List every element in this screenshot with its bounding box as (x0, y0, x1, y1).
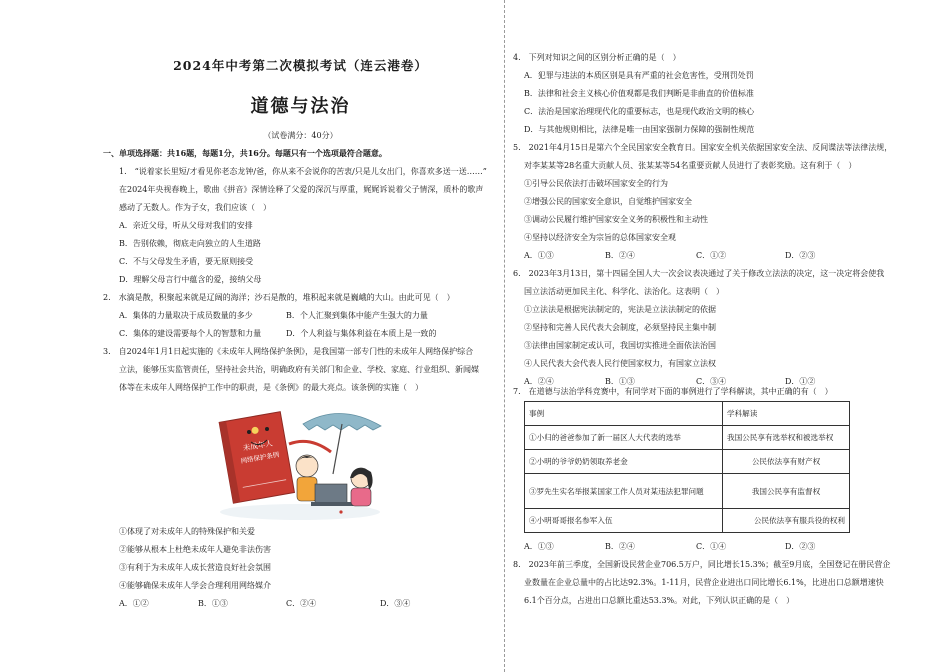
q3-stem-line: 立法，能够压实监管责任，坚持社会共治，明确政府有关部门和企业、学校、家庭、行业组织、新闻媒 (119, 365, 479, 374)
table-cell: ④小明哥哥报名参军入伍 (525, 509, 723, 533)
q6-statement: ④人民代表大会代表人民行使国家权力，有国家立法权 (524, 359, 716, 368)
q5-option: D．②③ (785, 251, 816, 260)
table-row (525, 474, 850, 509)
q6-option: A．②④ (524, 377, 554, 386)
q6-option: D．①② (785, 377, 816, 386)
q7-stem: 7. 在道德与法治学科竞赛中，有同学对下面的事例进行了学科解读，其中正确的有（ ） (513, 387, 833, 396)
q8-stem-line: 6.1个百分点，占进出口总额比重达53.3%。对此，下列认识正确的是（ ） (524, 596, 795, 605)
subject-title: 道德与法治 (250, 96, 351, 117)
q3-illustration (215, 404, 385, 522)
q3-stem-line: 3. 自2024年1月1日起实施的《未成年人网络保护条例》，是我国第一部专门性的未成年人网络保护综合 (103, 347, 474, 356)
table-cell: ③罗先生实名举报某国家工作人员对某违法犯罪问题 (525, 474, 723, 509)
q8-stem-line: 业数量在企业总量中的占比达92.3%。1-11月，民营企业进出口同比增长6.1%，比进出口总额增速快 (524, 578, 884, 587)
table-cell: 我国公民享有选举权和被选举权 (723, 426, 850, 450)
q4-stem: 4. 下列对知识之间的区别分析正确的是（ ） (513, 53, 681, 62)
exam-title: 2024年中考第二次模拟考试（连云港卷） (173, 58, 428, 73)
q7-option: D．②③ (785, 542, 816, 551)
q5-statement: ③调动公民履行维护国家安全义务的积极性和主动性 (524, 215, 708, 224)
q5-statement: ④坚持以经济安全为宗旨的总体国家安全观 (524, 233, 676, 242)
q1-stem-line: 在2024年央视春晚上，歌曲《拼音》深情诠释了父爱的深沉与厚重，娓娓诉说着父子情深，质朴的歌声 (119, 185, 484, 194)
book-title-line: 网络保护条例 (240, 450, 280, 466)
q7-option: C．①④ (696, 542, 727, 551)
q3-option: D．③④ (380, 599, 411, 608)
q3-statement: ②能够从根本上杜绝未成年人避免非法伤害 (119, 545, 271, 554)
q2-option: A．集体的力量取决于成员数量的多少 (119, 311, 253, 320)
table-cell: ①小归的爸爸参加了新一届区人大代表的选举 (525, 426, 723, 450)
q1-stem-line: 1. “说着家长里短/才看见你老态龙钟/爸，你从来不会说你的苦衷/只是儿女出门，你喜欢多送一送……” (119, 167, 487, 176)
q3-stem-line: 体等在未成年人网络保护工作中的职责，是《条例》的最大亮点。该条例的实施（ ） (119, 383, 423, 392)
q1-option: D．理解父母言行中蕴含的爱，接纳父母 (119, 275, 262, 284)
q4-option: C．法治是国家治理现代化的重要标志，也是现代政治文明的核心 (524, 107, 755, 116)
q5-option: A．①③ (524, 251, 554, 260)
q7-option: B．②④ (605, 542, 635, 551)
q3-statement: ①体现了对未成年人的特殊保护和关爱 (119, 527, 255, 536)
q3-statement: ③有利于为未成年人成长营造良好社会氛围 (119, 563, 271, 572)
table-cell: ②小明的爷爷奶奶领取养老金 (525, 450, 723, 474)
q7-option: A．①③ (524, 542, 554, 551)
q1-stem-line: 感动了无数人。作为子女，我们应该（ ） (119, 203, 271, 212)
q5-option: B．②④ (605, 251, 635, 260)
q2-option: B．个人汇聚到集体中能产生强大的力量 (286, 311, 428, 320)
q8-stem-line: 8. 2023年前三季度，全国新设民营企业706.5万户，同比增长15.3%；截至9月底，全国登记在册民营企 (513, 560, 891, 569)
q3-statement: ④能够确保未成年人学会合理利用网络媒介 (119, 581, 271, 590)
score-note: （试卷满分：40分） (263, 131, 338, 140)
q1-option: A．亲近父母，听从父母对我们的安排 (119, 221, 253, 230)
q7-table (524, 401, 850, 533)
q5-stem-line: 对李某某等28名重大贡献人员、张某某等54名重要贡献人员进行了表彰奖励。这有利于（ ） (524, 161, 857, 170)
q5-option: C．①② (696, 251, 727, 260)
q6-statement: ③法律由国家制定或认可，我国切实推进全面依法治国 (524, 341, 716, 350)
q6-stem-line: 6. 2023年3月13日，第十四届全国人大一次会议表决通过了关于修改立法法的决定，这一决定将会使我 (513, 269, 885, 278)
table-cell: 我国公民享有监督权 (723, 474, 850, 509)
table-header-row (525, 402, 850, 426)
table-row (525, 426, 850, 450)
q4-option: A．犯罪与违法的本质区别是具有严重的社会危害性，受刑罚处罚 (524, 71, 754, 80)
q2-option: C．集体的建设需要每个人的智慧和力量 (119, 329, 262, 338)
q2-option: D．个人利益与集体利益在本质上是一致的 (286, 329, 437, 338)
q6-option: C．③④ (696, 377, 727, 386)
book-title-line: 未成年人 (242, 438, 274, 453)
q3-option: C．②④ (286, 599, 317, 608)
q6-option: B．①③ (605, 377, 635, 386)
table-cell: 公民依法享有财产权 (723, 450, 850, 474)
q6-statement: ②坚持和完善人民代表大会制度，必须坚持民主集中制 (524, 323, 716, 332)
column-divider (504, 0, 505, 672)
table-row (525, 509, 850, 533)
q4-option: D．与其他规则相比，法律是唯一由国家强制力保障的强制性规范 (524, 125, 755, 134)
table-header-cell: 事例 (525, 402, 723, 426)
q5-statement: ②增强公民的国家安全意识，自觉维护国家安全 (524, 197, 692, 206)
table-row (525, 450, 850, 474)
q2-stem: 2. 水滴是散，积聚起来就是辽阔的海洋；沙石是散的，堆积起来就是巍峨的大山。由此可见（ ） (103, 293, 455, 302)
table-cell: 公民依法享有服兵役的权利 (723, 509, 850, 533)
q1-option: B．告别依赖，彻底走向独立的人生道路 (119, 239, 261, 248)
q6-statement: ①立法法是根据宪法制定的，宪法是立法法制定的依据 (524, 305, 716, 314)
q5-statement: ①引导公民依法打击破坏国家安全的行为 (524, 179, 668, 188)
q3-option: A．①② (119, 599, 149, 608)
q1-option: C．不与父母发生矛盾，要无原则接受 (119, 257, 254, 266)
q3-option: B．①③ (198, 599, 228, 608)
q5-stem-line: 5. 2021年4月15日是第六个全民国家安全教育日。国家安全机关依据国家安全法、反间谍法等法律法规， (513, 143, 893, 152)
table-header-cell: 学科解读 (723, 402, 850, 426)
section-heading: 一、单项选择题：共16题，每题1分，共16分。每题只有一个选项最符合题意。 (103, 148, 387, 158)
q4-option: B．法律和社会主义核心价值观都是我们判断是非曲直的价值标准 (524, 89, 754, 98)
q6-stem-line: 国立法活动更加民主化、科学化、法治化。这表明（ ） (524, 287, 724, 296)
